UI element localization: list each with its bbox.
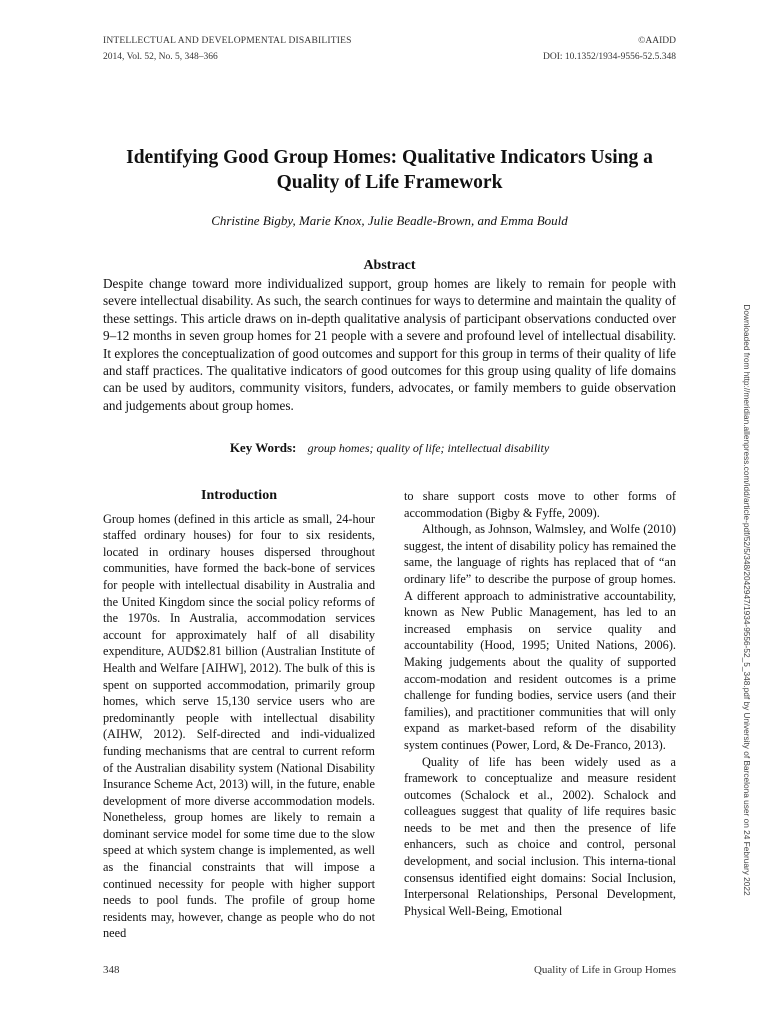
abstract-text: Despite change toward more individualized support, group homes are likely to remain for people with severe intellectual disability. As such, the search continues for ways to determine and maintain the quality of these settings. This article draws on in-depth qualitative analysis of participant observations conducted over 9–12 months in seven group homes for 21 people with a severe and profound level of intellectual disability. It explores the conceptualization of good outcomes and support for this group in terms of their quality of life and staff practices. The qualitative indicators of good outcomes for this group using quality of life domains can be used by auditors, community visitors, funders, advocates, or family members to guide observation and judgements about group homes. — [103, 276, 676, 413]
introduction-heading: Introduction — [201, 488, 277, 503]
left-column — [103, 488, 375, 942]
keywords-text: group homes; quality of life; intellectual disability — [307, 441, 550, 455]
right-column — [404, 488, 676, 919]
abstract-heading: Abstract — [363, 258, 416, 273]
intro-paragraph-1-continued: to share support costs move to other forms of accommodation (Bigby & Fyffe, 2009). — [404, 489, 676, 520]
intro-paragraph-3: Quality of life has been widely used as a framework to conceptualize and measure resident outcomes (Schalock et al., 2002). Schalock and colleagues suggest that quality of life requires basic needs to be met and then the presence of life enhancers, such as choice and control, personal development, and social inclusion. This interna-tional consensus identified eight domains: Social Inclusion, Interpersonal Relationships, Personal Development, Physical Well-Being, Emotional — [404, 754, 676, 918]
running-head-right — [436, 33, 676, 65]
running-head-left — [103, 33, 443, 65]
page-number: 348 — [103, 964, 120, 976]
author-list: Christine Bigby, Marie Knox, Julie Beadle-Brown, and Emma Bould — [211, 213, 568, 228]
keywords — [103, 440, 676, 456]
download-notice: Downloaded from http://meridian.allenpress.com/idd/article-pdf/52/5/348/2042947/1934-9556-52_5_348.pdf by University of Barcelona user on 24 February 2022 — [742, 304, 752, 896]
doi: DOI: 10.1352/1934-9556-52.5.348 — [543, 52, 676, 62]
volume-info: 2014, Vol. 52, No. 5, 348–366 — [103, 52, 218, 62]
article-title: Identifying Good Group Homes: Qualitative Indicators Using a Quality of Life Framework — [126, 147, 653, 193]
keywords-label: Key Words: — [229, 440, 297, 455]
journal-name: INTELLECTUAL AND DEVELOPMENTAL DISABILITIES — [103, 36, 352, 46]
footer-short-title: Quality of Life in Group Homes — [533, 964, 676, 976]
intro-paragraph-1: Group homes (defined in this article as small, 24-hour staffed ordinary houses) for four to six residents, located in ordinary houses dispersed throughout communities, have formed the back-bone of services for people with intellectual disability in Australia and the United Kingdom since the social policy reforms of the 1970s. In Australia, accommodation services account for approximately half of all disability expenditure, AUD$2.81 billion (Australian Institute of Health and Welfare [AIHW], 2012). The bulk of this is spent on supported accommodation, primarily group homes, which serve 15,130 service users who are predominantly people with intellectual disability (AIHW, 2012). Self-directed and indi-vidualized funding mechanisms that are central to current reform of the Australian disability system (National Disability Insurance Scheme Act, 2013) will, in the future, enable development of more diverse accommodation models. Nonetheless, group homes are likely to remain a dominant service model for some time due to the slow speed at which system change is implemented, as well as the financial constraints that will impose a continued necessity for people with higher support needs to pool funds. The profile of group home residents may, however, change as people who do not need — [103, 511, 375, 941]
copyright: ©AAIDD — [638, 36, 676, 46]
intro-paragraph-2: Although, as Johnson, Walmsley, and Wolfe (2010) suggest, the intent of disability policy has remained the same, the language of rights has replaced that of “an ordinary life” to describe the purpose of group homes. A different approach to administrative accountability, known as New Public Management, has led to an increased emphasis on service quality and accountability (Hood, 1995; United Nations, 2006). Making judgements about the quality of supported accom-modation and resident outcomes is a prime challenge for funding bodies, service users (and their families), and practitioner communities that will only expand as market-based reform of the disability system continues (Power, Lord, & De-Franco, 2013). — [404, 522, 676, 752]
